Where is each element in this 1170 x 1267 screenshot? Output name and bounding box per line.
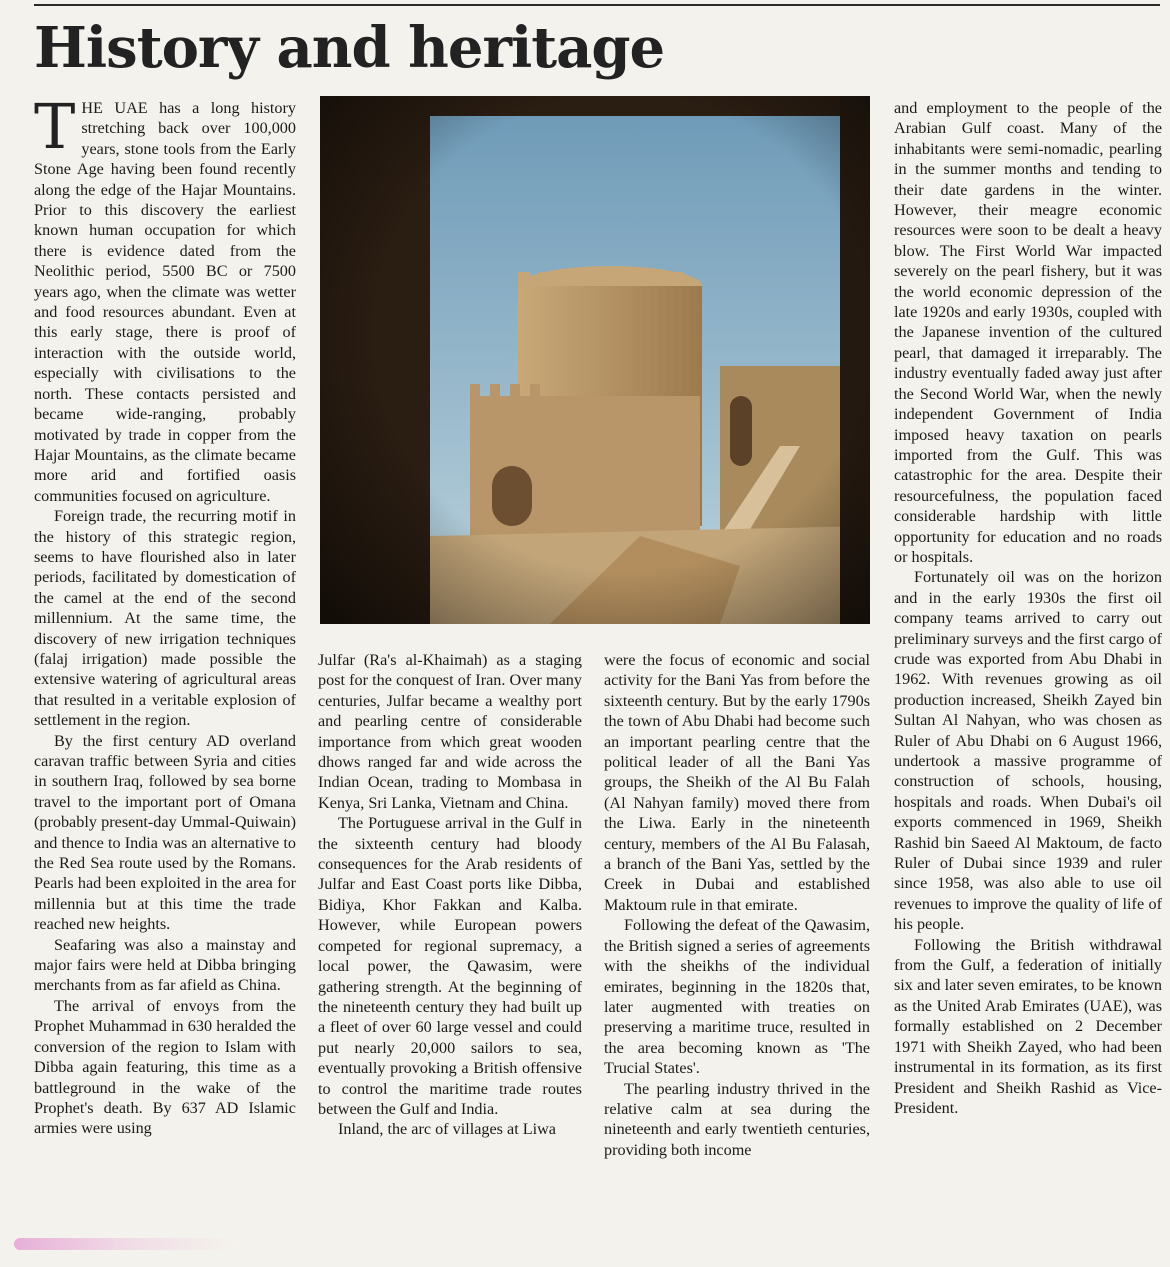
paragraph: Following the British withdrawal from the Gulf, a federation of initially six and later seven emirates, to be known as the United Arab Emirates (UAE), was formally established on 2 December 1971 with Sheikh Zayed, who had been instrumental in its formation, as its first President and Sheikh Rashid as Vice-President. <box>894 935 1162 1117</box>
fort-illustration <box>320 96 870 624</box>
drop-cap: T <box>34 90 76 163</box>
paragraph: The arrival of envoys from the Prophet Muhammad in 630 heralded the conversion of the region to Islam with Dibba again featuring, this time as a battleground in the wake of the Prophet's death. By 637 AD Islamic armies were using <box>34 996 296 1138</box>
paragraph: and employment to the people of the Arabian Gulf coast. Many of the inhabitants were semi-nomadic, pearling in the summer months and tending to their date gardens in the winter. However, their meagre economic resources were soon to be dealt a heavy blow. The First World War impacted severely on the pearl fishery, but it was the world economic depression of the late 1920s and early 1930s, coupled with the Japanese invention of the cultured pearl, that damaged it irreparably. The industry eventually faded away just after the Second World War, when the newly independent Government of India imposed heavy taxation on pearls imported from the Gulf. This was catastrophic for the area. Despite their resourcefulness, the population faced considerable hardship with little opportunity for education and no roads or hospitals. <box>894 99 1162 566</box>
paragraph: By the first century AD overland caravan traffic between Syria and cities in southern Iraq, followed by sea borne travel to the important port of Omana (probably present-day Ummal-Quiwain) and thence to India was an alternative to the Red Sea route used by the Romans. Pearls had been exploited in the area for millennia but at this time the trade reached new heights. <box>34 731 296 934</box>
headline: History and heritage <box>34 15 665 81</box>
paragraph: Foreign trade, the recurring motif in the history of this strategic region, seems to have flourished also in later periods, facilitated by domestication of the camel at the end of the second millennium. At the same time, the discovery of new irrigation techniques (falaj irrigation) made possible the extensive watering of agricultural areas that resulted in a veritable explosion of settlement in the region. <box>34 507 296 730</box>
highlighter-smudge <box>14 1238 234 1250</box>
paragraph: Seafaring was also a mainstay and major fairs were held at Dibba bringing merchants from as far afield as China. <box>34 935 296 995</box>
column-4 <box>894 98 1162 1118</box>
column-3 <box>604 650 870 1160</box>
paragraph: Following the defeat of the Qawasim, the British signed a series of agreements with the sheikhs of the individual emirates, beginning in the 1820s that, later augmented with treaties on preserving a maritime truce, resulted in the area becoming known as 'The Trucial States'. <box>604 916 870 1078</box>
paragraph: Julfar (Ra's al-Khaimah) as a staging post for the conquest of Iran. Over many centuries, Julfar became a wealthy port and pearling centre of considerable importance from which great wooden dhows ranged far and wide across the Indian Ocean, trading to Mombasa in Kenya, Sri Lanka, Vietnam and China. <box>318 651 582 812</box>
paragraph: The pearling industry thrived in the relative calm at sea during the nineteenth and early twentieth centuries, providing both income <box>604 1079 870 1159</box>
paragraph: THE UAE has a long history stretching back over 100,000 years, stone tools from the Early Stone Age having been found recently along the edge of the Hajar Mountains. Prior to this discovery the earliest known human occupation for which there is evidence dated from the Neolithic period, 5500 BC or 7500 years ago, when the climate was wetter and food resources abundant. Even at this early stage, there is proof of interaction with the outside world, especially with civilisations to the north. These contacts persisted and became wide-ranging, probably motivated by trade in copper from the Hajar Mountains, as the climate became more arid and fortified oasis communities focused on agriculture. <box>34 90 296 505</box>
paragraph: Inland, the arc of villages at Liwa <box>338 1120 556 1139</box>
column-1 <box>34 90 296 1139</box>
paragraph: Fortunately oil was on the horizon and in the early 1930s the first oil company teams arrived to carry out preliminary surveys and the first cargo of crude was exported from Abu Dhabi in 1962. With revenues growing as oil production increased, Sheikh Zayed bin Sultan Al Nahyan, who was chosen as Ruler of Abu Dhabi on 6 August 1966, undertook a massive programme of construction of schools, housing, hospitals and roads. When Dubai's oil exports commenced in 1969, Sheikh Rashid bin Saeed Al Maktoum, de facto Ruler of Dubai since 1939 and ruler since 1958, was also able to use oil revenues to improve the quality of life of his people. <box>894 568 1162 934</box>
paragraph: The Portuguese arrival in the Gulf in the sixteenth century had bloody consequences for the Arab residents of Julfar and East Coast ports like Dibba, Bidiya, Khor Fakkan and Kalba. However, while European powers competed for regional supremacy, a local power, the Qawasim, were gathering strength. At the beginning of the nineteenth century they had built up a fleet of over 60 large vessel and could put nearly 20,000 sailors to sea, eventually provoking a British offensive to control the maritime trade routes between the Gulf and India. <box>318 814 582 1118</box>
column-2 <box>318 650 582 1140</box>
top-rule <box>34 4 1160 6</box>
fort-photo <box>320 96 870 624</box>
paragraph: were the focus of economic and social activity for the Bani Yas from before the sixteenth century. But by the early 1790s the town of Abu Dhabi had become such an important pearling centre that the political leader of all the Bani Yas groups, the Sheikh of the Al Bu Falah (Al Nahyan family) moved there from the Liwa. Early in the nineteenth century, members of the Al Bu Falasah, a branch of the Bani Yas, settled by the Creek in Dubai and established Maktoum rule in that emirate. <box>604 651 870 914</box>
